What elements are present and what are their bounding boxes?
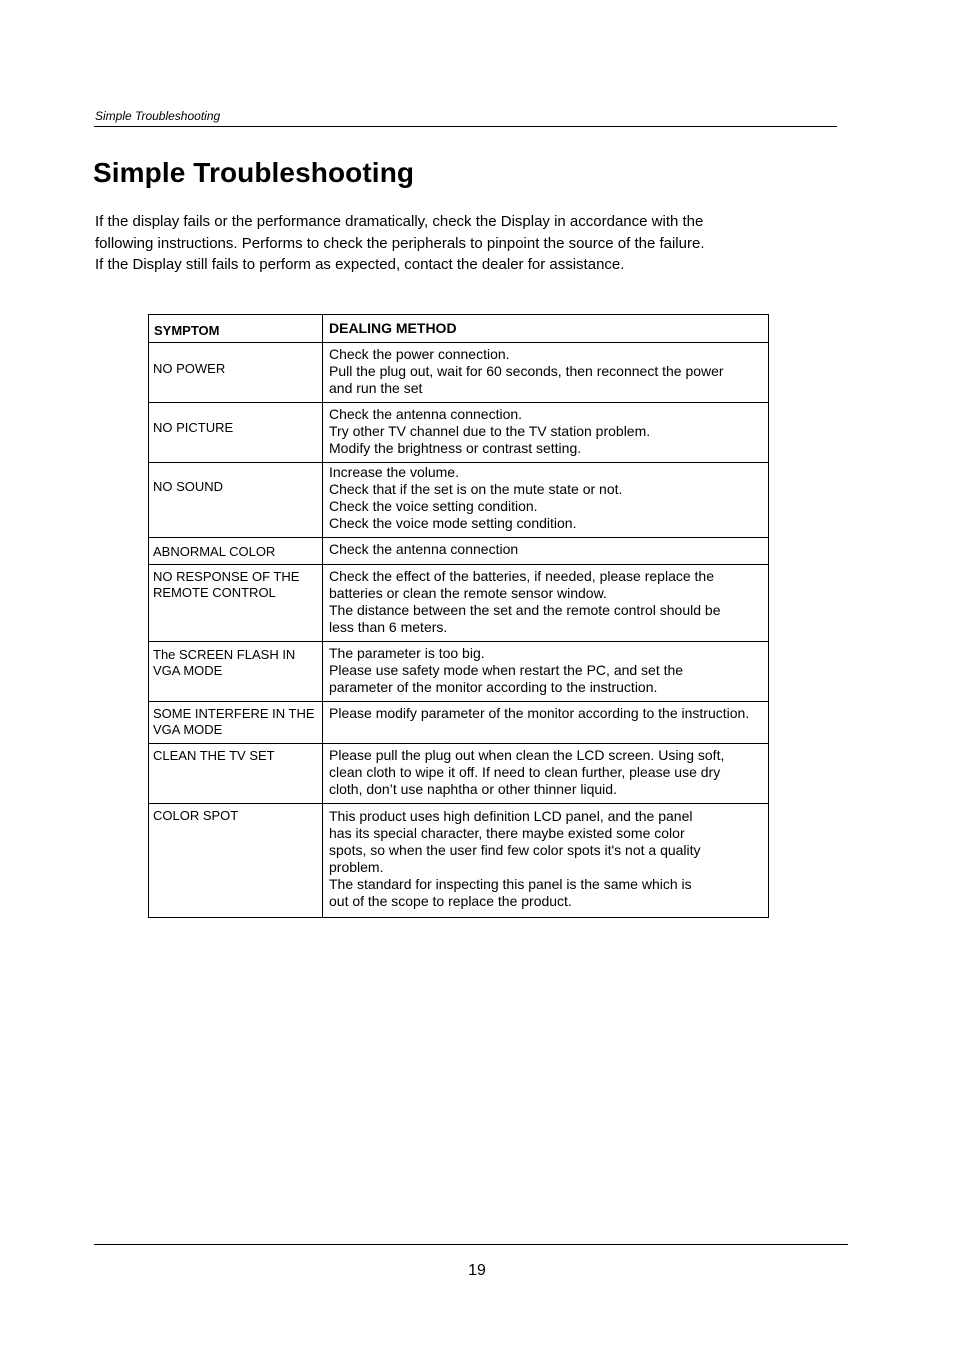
- symptom-cell: [149, 642, 323, 702]
- page-title: Simple Troubleshooting: [93, 157, 415, 188]
- method-text: Please pull the plug out when clean the LCD screen. Using soft, clean cloth to wipe it off. If need to clean further, please use dry cloth, don’t use naphtha or other thinner liquid.: [329, 747, 725, 797]
- table-row: [149, 343, 769, 403]
- table-row: [149, 565, 769, 642]
- method-cell: [323, 565, 769, 642]
- method-cell: [323, 804, 769, 918]
- method-cell: [323, 642, 769, 702]
- symptom-text: NO PICTURE: [153, 420, 234, 435]
- symptom-cell: [149, 744, 323, 804]
- symptom-text: ABNORMAL COLOR: [153, 544, 276, 559]
- table-row: [149, 403, 769, 463]
- method-cell: [323, 744, 769, 804]
- method-text: Check the antenna connection: [329, 541, 519, 557]
- table-row: [149, 642, 769, 702]
- symptom-text: SOME INTERFERE IN THE VGA MODE: [153, 706, 315, 737]
- symptom-cell: [149, 463, 323, 538]
- table-row: [149, 744, 769, 804]
- table-row: [149, 463, 769, 538]
- method-cell: [323, 538, 769, 565]
- method-text: Please modify parameter of the monitor according to the instruction.: [329, 705, 750, 721]
- intro-paragraph: [95, 211, 765, 276]
- table-row: [149, 804, 769, 918]
- method-cell: [323, 702, 769, 744]
- method-header-label: DEALING METHOD: [329, 320, 457, 336]
- page-number: 19: [468, 1262, 486, 1279]
- intro-line: following instructions. Performs to check the peripherals to pinpoint the source of the failure.: [95, 234, 705, 252]
- running-header: Simple Troubleshooting: [95, 109, 221, 123]
- method-cell: [323, 343, 769, 403]
- symptom-text: NO RESPONSE OF THE REMOTE CONTROL: [153, 569, 300, 600]
- method-cell: [323, 403, 769, 463]
- table-row: [149, 538, 769, 565]
- symptom-cell: [149, 343, 323, 403]
- symptom-text: NO POWER: [153, 361, 226, 376]
- header-divider: [94, 126, 837, 127]
- table-row: [149, 702, 769, 744]
- symptom-text: NO SOUND: [153, 479, 224, 494]
- symptom-text: CLEAN THE TV SET: [153, 748, 275, 763]
- method-text: Check the effect of the batteries, if needed, please replace the batteries or clean the remote sensor window. The distance between the set and the remote control should be less than 6 meters.: [329, 568, 721, 635]
- symptom-header-label: SYMPTOM: [154, 323, 220, 338]
- symptom-cell: [149, 702, 323, 744]
- symptom-header: [149, 315, 323, 343]
- method-header: [323, 315, 769, 343]
- method-text: Check the power connection. Pull the plug out, wait for 60 seconds, then reconnect the power and run the set: [329, 346, 724, 396]
- table-header-row: [149, 315, 769, 343]
- symptom-cell: [149, 403, 323, 463]
- intro-line: If the Display still fails to perform as expected, contact the dealer for assistance.: [95, 256, 625, 273]
- footer-divider: [94, 1244, 848, 1245]
- method-text: This product uses high definition LCD panel, and the panel has its special character, there maybe existed some color spots, so when the user find few color spots it's not a quality problem. The standard for inspecting this panel is the same which is out of the scope to replace the product.: [329, 808, 701, 909]
- intro-line: If the display fails or the performance dramatically, check the Display in accordance with the: [95, 213, 704, 230]
- method-text: Check the antenna connection. Try other TV channel due to the TV station problem. Modify the brightness or contrast setting.: [329, 406, 651, 456]
- symptom-text: The SCREEN FLASH IN VGA MODE: [153, 647, 296, 678]
- symptom-cell: [149, 804, 323, 918]
- method-text: The parameter is too big. Please use safety mode when restart the PC, and set the parameter of the monitor according to the instruction.: [329, 645, 684, 695]
- method-text: Increase the volume. Check that if the set is on the mute state or not. Check the voice setting condition. Check the voice mode setting condition.: [329, 464, 623, 531]
- method-cell: [323, 463, 769, 538]
- symptom-cell: [149, 565, 323, 642]
- symptom-cell: [149, 538, 323, 565]
- troubleshooting-table: [148, 314, 769, 918]
- symptom-text: COLOR SPOT: [153, 808, 239, 823]
